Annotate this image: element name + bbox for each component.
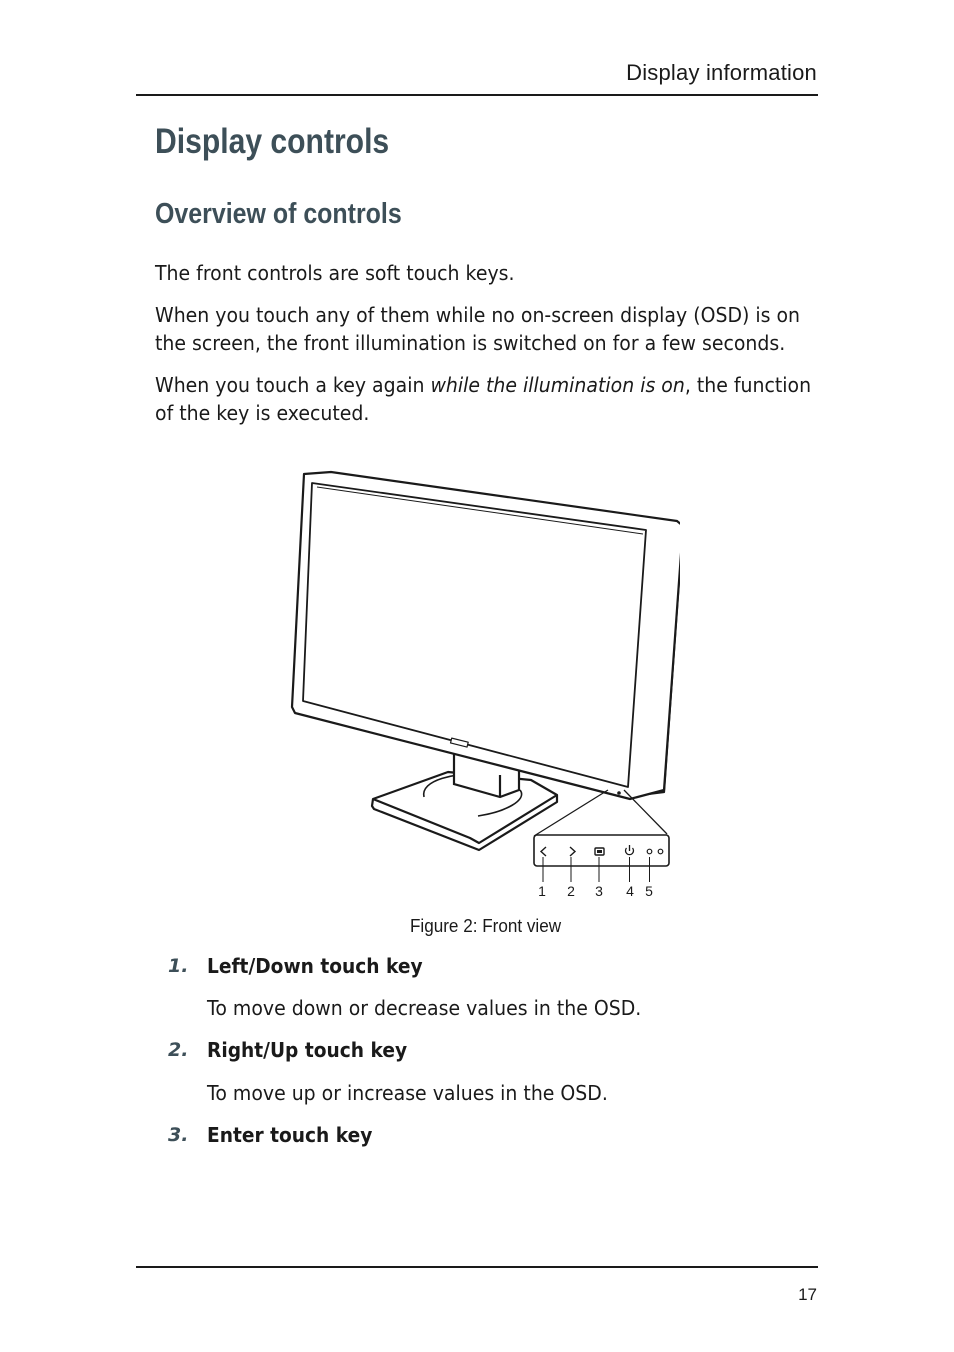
footer-rule bbox=[136, 1266, 818, 1268]
monitor-bezel bbox=[292, 472, 680, 799]
paragraph-emphasis: while the illumination is on bbox=[430, 373, 685, 397]
monitor-front-view-figure bbox=[280, 460, 680, 909]
item-title: Right/Up touch key bbox=[207, 1038, 408, 1062]
sensor-icon bbox=[658, 849, 663, 854]
callout-2: 2 bbox=[567, 883, 575, 899]
callout-3: 3 bbox=[595, 883, 603, 899]
item-number: 2. bbox=[168, 1039, 189, 1061]
item-description: To move down or decrease values in the OSD. bbox=[207, 996, 642, 1020]
touch-key-panel bbox=[534, 835, 669, 866]
callout-1: 1 bbox=[538, 883, 546, 899]
callout-4: 4 bbox=[626, 883, 634, 899]
monitor-illustration bbox=[280, 460, 680, 905]
callout-5: 5 bbox=[645, 883, 653, 899]
item-number: 1. bbox=[168, 955, 189, 977]
page-number: 17 bbox=[798, 1285, 817, 1304]
header-rule bbox=[136, 94, 818, 96]
item-description: To move up or increase values in the OSD. bbox=[207, 1081, 608, 1105]
running-header: Display information bbox=[626, 60, 817, 85]
item-title: Left/Down touch key bbox=[207, 954, 423, 978]
paragraph-text: , the function of the key is executed. bbox=[155, 373, 812, 425]
indicator-led-icon bbox=[647, 849, 652, 854]
paragraph-execution bbox=[155, 371, 817, 427]
item-number: 3. bbox=[168, 1124, 189, 1146]
section-heading: Overview of controls bbox=[155, 198, 402, 230]
figure-caption: Figure 2: Front view bbox=[410, 916, 562, 936]
figure-caption-wrapper bbox=[0, 916, 954, 937]
item-title: Enter touch key bbox=[207, 1123, 373, 1147]
paragraph-illumination: When you touch any of them while no on-screen display (OSD) is on the screen, the front illumination is switched on for a few seconds. bbox=[155, 303, 801, 355]
page-title: Display controls bbox=[155, 122, 390, 161]
paragraph-text: When you touch a key again bbox=[155, 373, 431, 397]
paragraph-soft-touch: The front controls are soft touch keys. bbox=[155, 261, 515, 285]
